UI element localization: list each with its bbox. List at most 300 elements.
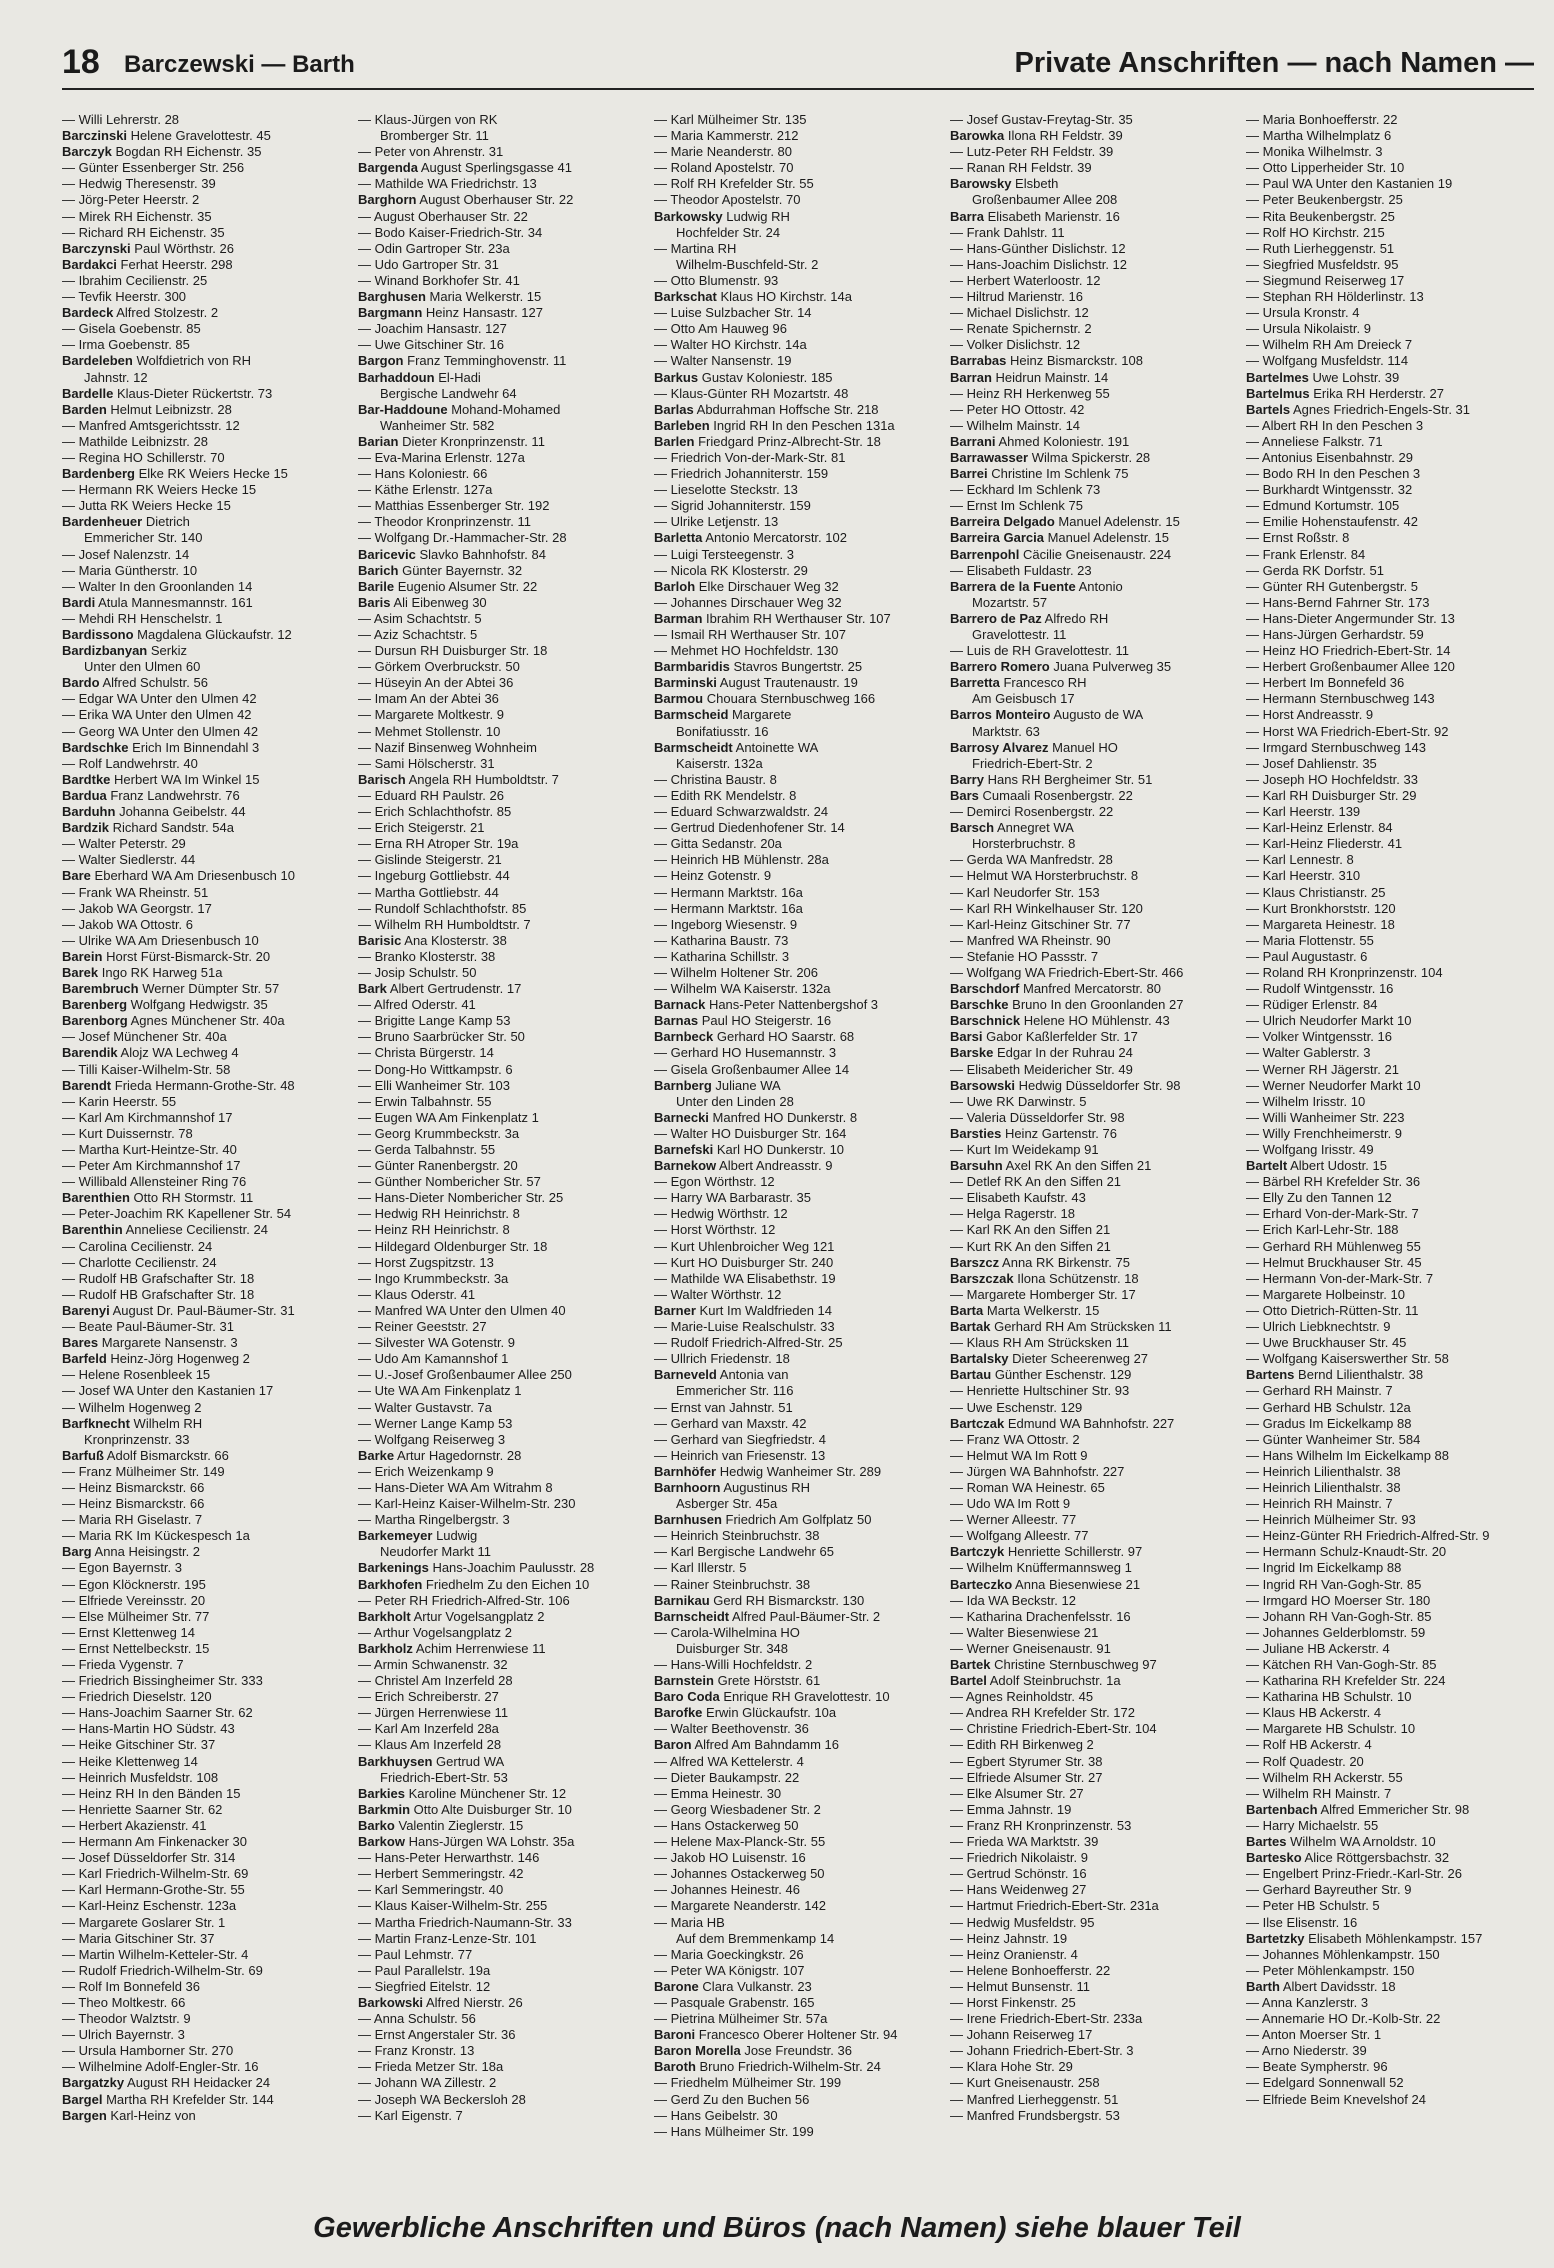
entry-details: — Roland Apostelstr. 70 [654, 160, 794, 176]
directory-entry [654, 2108, 942, 2124]
surname: Bartczyk [950, 1544, 1005, 1560]
entry-details: — Erich Schlachthofstr. 85 [358, 804, 512, 820]
directory-entry [1246, 1850, 1534, 1866]
entry-details: — Georg Wiesbadener Str. 2 [654, 1801, 821, 1817]
directory-entry [62, 756, 350, 772]
directory-entry [654, 482, 942, 498]
entry-details: — Udo Gartroper Str. 31 [358, 256, 499, 272]
directory-entry [62, 1609, 350, 1625]
entry-details: — Bruno Saarbrücker Str. 50 [358, 1029, 525, 1045]
entry-details: Elke Dirschauer Weg 32 [698, 578, 839, 594]
entry-details: — Klaus-Günter RH Mozartstr. 48 [654, 385, 849, 401]
entry-details: — Otto Am Hauweg 96 [654, 321, 787, 337]
directory-entry [1246, 1094, 1534, 1110]
surname: Barmscheidt [654, 739, 733, 755]
directory-entry [950, 1013, 1238, 1029]
surname: Barran [950, 369, 992, 385]
directory-entry [950, 209, 1238, 225]
directory-entry [1246, 917, 1534, 933]
directory-entry [1246, 498, 1534, 514]
entry-details: Anneliese Cecilienstr. 24 [125, 1222, 268, 1238]
directory-entry [62, 1786, 350, 1802]
directory-entry [358, 1351, 646, 1367]
entry-details: — Theodor Kronprinzenstr. 11 [358, 514, 531, 530]
directory-entry [654, 1544, 942, 1560]
directory-entry [654, 1657, 942, 1673]
entry-details: Axel RK An den Siffen 21 [1005, 1158, 1152, 1174]
entry-details: — Johann WA Zillestr. 2 [358, 2075, 497, 2091]
surname: Barden [62, 401, 107, 417]
entry-details: — Karl Heerstr. 310 [1246, 868, 1361, 884]
directory-entry [358, 1898, 646, 1914]
directory-entry [654, 1094, 942, 1110]
directory-entry [654, 1915, 942, 1931]
directory-entry [62, 1496, 350, 1512]
entry-details: Alfred Schulstr. 56 [102, 675, 208, 691]
entry-details: Antonio [1078, 578, 1123, 594]
entry-details: — Walter Nansenstr. 19 [654, 353, 792, 369]
entry-details: Bonifatiusstr. 16 [676, 723, 769, 739]
directory-entry [358, 756, 646, 772]
surname: Barnikau [654, 1592, 710, 1608]
directory-entry [654, 788, 942, 804]
directory-entry [654, 1818, 942, 1834]
directory-entry [358, 1657, 646, 1673]
directory-entry [1246, 1174, 1534, 1190]
directory-entry [950, 1657, 1238, 1673]
entry-details: — Wolfgang Dr.-Hammacher-Str. 28 [358, 530, 567, 546]
directory-entry [62, 1190, 350, 1206]
entry-details: — Heinz Oranienstr. 4 [950, 1946, 1078, 1962]
entry-details: Cumaali Rosenbergstr. 22 [982, 787, 1133, 803]
entry-details: — Friedrich Johanniterstr. 159 [654, 466, 829, 482]
directory-entry [950, 2011, 1238, 2027]
directory-entry [1246, 273, 1534, 289]
entry-details: — Ulrike WA Am Driesenbusch 10 [62, 932, 259, 948]
directory-entry [62, 209, 350, 225]
entry-details: — Manfred Frundsbergstr. 53 [950, 2107, 1120, 2123]
entry-details: — Charlotte Cecilienstr. 24 [62, 1254, 217, 1270]
directory-entry [358, 1464, 646, 1480]
entry-details: — Ida WA Beckstr. 12 [950, 1592, 1076, 1608]
entry-details: — Klaus Kaiser-Wilhelm-Str. 255 [358, 1898, 548, 1914]
directory-entry [654, 498, 942, 514]
directory-entry [62, 386, 350, 402]
entry-details: — Burkhardt Wintgensstr. 32 [1246, 482, 1413, 498]
entry-details: — Katharina RH Krefelder Str. 224 [1246, 1673, 1446, 1689]
directory-entry [358, 1625, 646, 1641]
directory-entry [1246, 1641, 1534, 1657]
directory-entry [950, 1754, 1238, 1770]
directory-entry [358, 418, 646, 434]
directory-entry [950, 160, 1238, 176]
surname: Barnefski [654, 1142, 714, 1157]
entry-details: — Walter Gustavstr. 7a [358, 1399, 492, 1415]
entry-details: — Friedrich Von-der-Mark-Str. 81 [654, 449, 846, 465]
directory-entry [654, 1802, 942, 1818]
directory-entry [62, 1078, 350, 1094]
surname: Bargon [358, 353, 404, 369]
entry-details: Gerhard RH Am Strücksken 11 [994, 1319, 1172, 1335]
entry-details: — Heinz Gotenstr. 9 [654, 868, 772, 884]
directory-entry [1246, 820, 1534, 836]
directory-entry [62, 434, 350, 450]
directory-entry [1246, 1689, 1534, 1705]
entry-details: — Elke Alsumer Str. 27 [950, 1785, 1084, 1801]
entry-details: — Friedhelm Mülheimer Str. 199 [654, 2075, 842, 2091]
entry-details: August Dr. Paul-Bäumer-Str. 31 [112, 1302, 295, 1318]
entry-details: — Heinz Bismarckstr. 66 [62, 1496, 205, 1512]
entry-details: — Heinrich van Friesenstr. 13 [654, 1447, 826, 1463]
entry-details: Helmut Leibnizstr. 28 [110, 401, 232, 417]
entry-details: — Klaus-Jürgen von RK [358, 112, 498, 127]
entry-details: Anna RK Birkenstr. 75 [1002, 1254, 1130, 1270]
entry-details: — Nazif Binsenweg Wohnheim [358, 739, 537, 755]
entry-details: — Herbert Großenbaumer Allee 120 [1246, 659, 1455, 675]
entry-details: Heinz Gartenstr. 76 [1004, 1125, 1117, 1141]
surname: Barnberg [654, 1077, 712, 1093]
surname: Barrero de Paz [950, 610, 1042, 626]
directory-entry [358, 1319, 646, 1335]
directory-entry [358, 691, 646, 707]
entry-details: — Gerda WA Manfredstr. 28 [950, 852, 1113, 868]
entry-details: — Eduard RH Paulstr. 26 [358, 787, 504, 803]
directory-entry [654, 1222, 942, 1238]
entry-details: — Harry Michaelstr. 55 [1246, 1817, 1379, 1833]
directory-entry [1246, 1222, 1534, 1238]
entry-details: Karl HO Dunkerstr. 10 [716, 1142, 845, 1157]
entry-details: — Klaus Christianstr. 25 [1246, 884, 1386, 900]
directory-entry [1246, 740, 1534, 756]
directory-entry [358, 595, 646, 611]
surname: Barowsky [950, 176, 1012, 192]
entry-details: — Christina Baustr. 8 [654, 771, 777, 787]
entry-details: — Renate Spichernstr. 2 [950, 321, 1092, 337]
entry-details: — Hedwig Musfeldstr. 95 [950, 1914, 1095, 1930]
directory-entry [950, 933, 1238, 949]
directory-entry [62, 257, 350, 273]
entry-details: Margarete [732, 707, 792, 723]
entry-details: Richard Sandstr. 54a [112, 820, 234, 836]
directory-entry [1246, 1110, 1534, 1126]
directory-entry [1246, 386, 1534, 402]
directory-entry [62, 1689, 350, 1705]
entry-details: Karoline Münchener Str. 12 [408, 1785, 567, 1801]
directory-entry [950, 675, 1238, 691]
entry-details: — Peter HB Schulstr. 5 [1246, 1898, 1380, 1914]
entry-details: Juliane WA [715, 1077, 781, 1093]
directory-entry [62, 917, 350, 933]
directory-entry [654, 1947, 942, 1963]
directory-entry [358, 112, 646, 128]
directory-entry [62, 2027, 350, 2043]
directory-entry [1246, 1915, 1534, 1931]
directory-entry [654, 1593, 942, 1609]
entry-details: — Ursula Hamborner Str. 270 [62, 2043, 234, 2059]
directory-entry [1246, 1721, 1534, 1737]
directory-entry [1246, 1303, 1534, 1319]
entry-details: — Karl Bergische Landwehr 65 [654, 1544, 834, 1560]
entry-details: — Ernst Im Schlenk 75 [950, 498, 1083, 514]
directory-entry [358, 1383, 646, 1399]
entry-details: — Wilhelm Hogenweg 2 [62, 1399, 202, 1415]
directory-entry [1246, 579, 1534, 595]
entry-details: Alice Röttgersbachstr. 32 [1304, 1850, 1450, 1866]
directory-entry [654, 643, 942, 659]
directory-entry [62, 112, 350, 128]
directory-entry [1246, 981, 1534, 997]
entry-details: — Rudolf Friedrich-Alfred-Str. 25 [654, 1335, 843, 1351]
directory-entry [358, 192, 646, 208]
entry-details: — Wilhelm Irisstr. 10 [1246, 1093, 1366, 1109]
directory-entry [1246, 112, 1534, 128]
directory-entry [358, 1367, 646, 1383]
entry-details: — Rolf Im Bonnefeld 36 [62, 1978, 201, 1994]
directory-entry [358, 1158, 646, 1174]
entry-details: Bruno Friedrich-Wilhelm-Str. 24 [699, 2059, 881, 2075]
directory-entry [950, 1544, 1238, 1560]
directory-entry [654, 305, 942, 321]
directory-entry [1246, 675, 1534, 691]
entry-details: — Maria HB [654, 1914, 725, 1930]
directory-entry [654, 1013, 942, 1029]
directory-entry [654, 1963, 942, 1979]
entry-details: — Günter Ranenbergstr. 20 [358, 1158, 518, 1174]
directory-entry [950, 2027, 1238, 2043]
entry-details: — Udo Am Kamannshof 1 [358, 1351, 509, 1367]
directory-entry [358, 1834, 646, 1850]
entry-details: Marktstr. 63 [972, 723, 1040, 739]
surname: Barone [654, 1978, 699, 1994]
directory-entry [62, 627, 350, 643]
entry-details: — Siegfried Musfeldstr. 95 [1246, 256, 1399, 272]
directory-entry [654, 1416, 942, 1432]
directory-entry [358, 1062, 646, 1078]
entry-details: — Rudolf HB Grafschafter Str. 18 [62, 1286, 255, 1302]
entry-details: Wolfgang Hedwigstr. 35 [130, 997, 268, 1013]
directory-entry [1246, 192, 1534, 208]
surname: Baron Morella [654, 2043, 741, 2059]
surname: Barkholt [358, 1608, 411, 1624]
entry-details: — Karl-Heinz Kaiser-Wilhelm-Str. 230 [358, 1496, 576, 1512]
directory-entry [654, 901, 942, 917]
directory-entry [950, 804, 1238, 820]
entry-details: — Margarete Holbeinstr. 10 [1246, 1286, 1405, 1302]
directory-entry [950, 1802, 1238, 1818]
directory-entry [62, 305, 350, 321]
directory-entry [358, 305, 646, 321]
entry-details: — Frieda Metzer Str. 18a [358, 2059, 504, 2075]
entry-details: — Martina RH [654, 240, 737, 256]
directory-entry [358, 273, 646, 289]
directory-entry [62, 144, 350, 160]
entry-details: — Johannes Heinestr. 46 [654, 1882, 800, 1898]
directory-entry [358, 901, 646, 917]
directory-entry [950, 1995, 1238, 2011]
entry-details: — Erna RH Atroper Str. 19a [358, 836, 519, 852]
entry-details: Günter Bayernstr. 32 [402, 562, 523, 578]
entry-details: — Elisabeth Meidericher Str. 49 [950, 1061, 1133, 1077]
directory-entry [950, 1721, 1238, 1737]
entry-details: — Peter HO Ottostr. 42 [950, 401, 1085, 417]
entry-details: — Katharina HB Schulstr. 10 [1246, 1689, 1412, 1705]
entry-details: Bernd Lilienthalstr. 38 [1298, 1367, 1424, 1383]
entry-details: Adolf Steinbruchstr. 1a [989, 1673, 1121, 1689]
directory-entry [950, 225, 1238, 241]
directory-entry [654, 1577, 942, 1593]
entry-details: — Wolfgang Musfeldstr. 114 [1246, 353, 1409, 369]
directory-entry [654, 1303, 942, 1319]
surname: Barisch [358, 771, 406, 787]
directory-entry [358, 1496, 646, 1512]
entry-details: — Gradus Im Eickelkamp 88 [1246, 1415, 1412, 1431]
directory-entry [950, 1110, 1238, 1126]
directory-entry [1246, 643, 1534, 659]
directory-entry [358, 1963, 646, 1979]
directory-entry [358, 498, 646, 514]
entry-details: Elisabeth Marienstr. 16 [987, 208, 1120, 224]
directory-entry [950, 128, 1238, 144]
entry-details: Heinz-Jörg Hogenweg 2 [110, 1351, 250, 1367]
entry-details: — Kurt Bronkhorststr. 120 [1246, 900, 1396, 916]
entry-details: Herbert WA Im Winkel 15 [114, 771, 260, 787]
entry-details: Ingrid RH In den Peschen 131a [713, 417, 895, 433]
directory-entry [654, 724, 942, 740]
surname: Barszczak [950, 1270, 1014, 1286]
entry-details: — Katharina Drachenfelsstr. 16 [950, 1608, 1131, 1624]
entry-details: Emmericher Str. 140 [84, 530, 203, 546]
surname: Barkenings [358, 1560, 429, 1576]
entry-details: Mohand-Mohamed [451, 401, 561, 417]
directory-entry [950, 1786, 1238, 1802]
entry-details: — Hans-Jürgen Gerhardstr. 59 [1246, 627, 1424, 642]
directory-entry [358, 724, 646, 740]
entry-details: — Antonius Eisenbahnstr. 29 [1246, 449, 1413, 465]
directory-entry [950, 691, 1238, 707]
entry-details: — Heinrich RH Mainstr. 7 [1246, 1496, 1393, 1512]
directory-entry [62, 1174, 350, 1190]
directory-entry [358, 949, 646, 965]
directory-entry [950, 1609, 1238, 1625]
directory-entry [1246, 128, 1534, 144]
entry-details: — Hans-Willi Hochfeldstr. 2 [654, 1657, 813, 1672]
entry-details: — Annemarie HO Dr.-Kolb-Str. 22 [1246, 2011, 1441, 2027]
entry-details: — Rolf RH Krefelder Str. 55 [654, 176, 814, 192]
surname: Barnhusen [654, 1512, 722, 1528]
entry-details: — Edmund Kortumstr. 105 [1246, 498, 1400, 514]
entry-details: — Gertrud Schönstr. 16 [950, 1866, 1087, 1882]
surname: Barlas [654, 401, 694, 417]
surname: Barnack [654, 997, 706, 1013]
directory-entry [62, 788, 350, 804]
surname: Bartens [1246, 1367, 1295, 1383]
entry-details: — Maria Gitschiner Str. 37 [62, 1930, 215, 1946]
directory-entry [62, 1222, 350, 1238]
directory-entry [1246, 160, 1534, 176]
directory-entry [950, 1351, 1238, 1367]
directory-entry [62, 402, 350, 418]
entry-details: — Hedwig RH Heinrichstr. 8 [358, 1206, 520, 1222]
directory-entry [950, 1029, 1238, 1045]
entry-details: — Irene Friedrich-Ebert-Str. 233a [950, 2011, 1143, 2027]
entry-details: — Maria Flottenstr. 55 [1246, 932, 1374, 948]
entry-details: Erwin Glückaufstr. 10a [706, 1705, 837, 1721]
directory-entry [654, 1496, 942, 1512]
entry-details: — Wilhelm WA Kaiserstr. 132a [654, 981, 831, 997]
entry-details: — Hans-Günther Dislichstr. 12 [950, 240, 1126, 256]
surname: Barretta [950, 675, 1000, 691]
directory-entry [358, 1222, 646, 1238]
entry-details: — Klaus Am Inzerfeld 28 [358, 1737, 502, 1753]
directory-entry [654, 1174, 942, 1190]
entry-details: — Peter WA Königstr. 107 [654, 1962, 805, 1978]
entry-details: — Karl-Heinz Gitschiner Str. 77 [950, 916, 1131, 932]
directory-entry [654, 1882, 942, 1898]
directory-entry [950, 1448, 1238, 1464]
entry-details: Agnes Münchener Str. 40a [130, 1013, 285, 1029]
directory-column-3 [654, 112, 942, 2142]
surname: Barnscheidt [654, 1608, 730, 1624]
entry-details: — Hans Koloniestr. 66 [358, 466, 488, 482]
entry-details: — Tilli Kaiser-Wilhelm-Str. 58 [62, 1061, 231, 1077]
page-number: 18 [62, 43, 100, 81]
entry-details: — Werner Neudorfer Markt 10 [1246, 1077, 1421, 1093]
entry-details: — Egon Bayernstr. 3 [62, 1560, 182, 1576]
entry-details: Unter den Ulmen 60 [84, 659, 201, 675]
directory-entry [654, 1448, 942, 1464]
directory-entry [358, 1979, 646, 1995]
entry-details: — Karl RH Duisburger Str. 29 [1246, 787, 1417, 803]
entry-details: Christine Im Schlenk 75 [991, 466, 1129, 482]
entry-details: — Otto Blumenstr. 93 [654, 272, 779, 288]
directory-entry [62, 1480, 350, 1496]
directory-entry [358, 160, 646, 176]
directory-entry [950, 1432, 1238, 1448]
entry-details: — Peter Am Kirchmannshof 17 [62, 1158, 241, 1174]
directory-entry [62, 1770, 350, 1786]
entry-details: — Regina HO Schillerstr. 70 [62, 449, 225, 465]
directory-entry [62, 1802, 350, 1818]
directory-entry [358, 514, 646, 530]
directory-entry [1246, 450, 1534, 466]
entry-details: — Peter von Ahrenstr. 31 [358, 144, 504, 160]
entry-details: — Karl RK An den Siffen 21 [950, 1222, 1111, 1238]
directory-entry [654, 547, 942, 563]
entry-details: — Paul WA Unter den Kastanien 19 [1246, 176, 1453, 192]
directory-entry [1246, 1931, 1534, 1947]
surname: Barrabas [950, 353, 1007, 369]
entry-details: — Heinz RH Herkenweg 55 [950, 385, 1110, 401]
entry-details: Albert Gertrudenstr. 17 [389, 981, 522, 997]
directory-entry [950, 1287, 1238, 1303]
directory-entry [950, 1480, 1238, 1496]
entry-details: — Heinrich Lilienthalstr. 38 [1246, 1479, 1401, 1495]
directory-entry [62, 981, 350, 997]
surname: Baroni [654, 2027, 696, 2043]
directory-entry [358, 772, 646, 788]
entry-details: — Franz Mülheimer Str. 149 [62, 1463, 225, 1479]
entry-details: — Maria Kammerstr. 212 [654, 128, 799, 144]
entry-details: Alfred Stolzestr. 2 [116, 305, 219, 321]
surname: Barko [358, 1817, 395, 1833]
entry-details: Martha RH Krefelder Str. 144 [106, 2091, 274, 2107]
directory-entry [358, 1094, 646, 1110]
surname: Bardeleben [62, 353, 133, 369]
entry-details: — Irmgard HO Moerser Str. 180 [1246, 1592, 1431, 1608]
entry-details: — Edgar WA Unter den Ulmen 42 [62, 691, 257, 707]
surname: Barnstein [654, 1673, 714, 1689]
entry-details: — Anneliese Falkstr. 71 [1246, 433, 1383, 449]
